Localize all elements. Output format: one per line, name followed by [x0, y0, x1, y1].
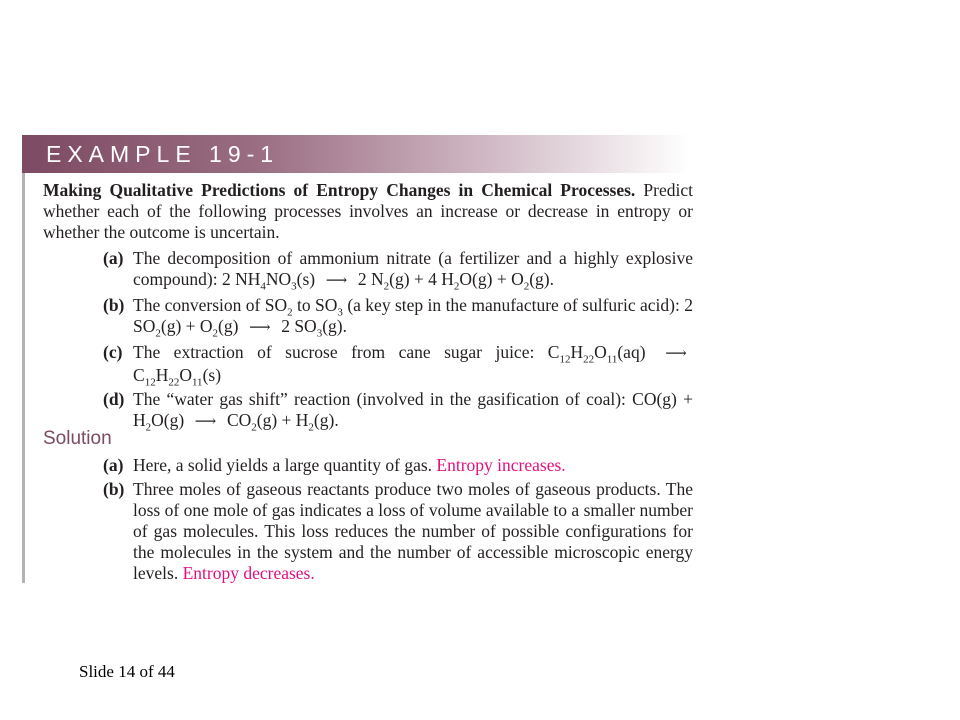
problem-part-a — [43, 248, 693, 292]
part-label: (b) — [103, 295, 125, 315]
part-label: (a) — [103, 248, 124, 268]
part-label: (c) — [103, 342, 123, 362]
part-label: (d) — [103, 389, 125, 409]
example-panel — [22, 135, 700, 583]
problem-title: Making Qualitative Predictions of Entropy Changes in Chemical Processes. — [43, 180, 636, 200]
solution-part-a — [43, 455, 693, 476]
part-label: (a) — [103, 455, 124, 475]
example-banner — [22, 135, 690, 173]
problem-part-b — [43, 295, 693, 339]
part-text: Three moles of gaseous reactants produce two moles of gaseous products. The loss of one mole of gas indicates a loss of volume available to a smaller number of gas molecules. This loss reduces the number of possible configurations for the molecules in the system and the number of accessible microscopic energy levels. — [133, 479, 693, 583]
part-text: The decomposition of ammonium nitrate (a fertilizer and a highly explosive compound): 2 $NH_4NO_3(s)$ ⟶ 2 $N_2(g) + 4$ $H_2O(g) + O_2(g)$. — [133, 248, 693, 293]
problem-part-c — [43, 342, 693, 389]
slide-counter: Slide 14 of 44 — [79, 662, 175, 681]
part-text: The “water gas shift” reaction (involved in the gasification of coal): $CO(g) + H_2O(g)$ ⟶ $CO_2(g) + H_2(g)$. — [133, 389, 693, 434]
panel-left-rule — [22, 135, 25, 583]
part-text: Here, a solid yields a large quantity of gas. — [133, 455, 433, 475]
solution-part-b — [43, 479, 693, 584]
solution-heading: Solution — [43, 428, 112, 449]
part-label: (b) — [103, 479, 125, 499]
part-text: The extraction of sucrose from cane sugar juice: $C_{12}H_{22}O_{11}(aq)$ ⟶ $C_{12}H_{22}O_{11}(s)$ — [133, 342, 687, 389]
problem-part-d — [43, 389, 693, 433]
part-text: The conversion of $SO_2$ to $SO_3$ (a key step in the manufacture of sulfuric acid): 2 $SO_2(g) + O_2(g)$ ⟶ 2 $SO_3(g)$. — [133, 295, 693, 340]
solution-conclusion: Entropy increases. — [436, 455, 566, 475]
problem-parts — [43, 248, 693, 436]
solution-conclusion: Entropy decreases. — [182, 563, 315, 583]
example-banner-title: EXAMPLE 19-1 — [46, 141, 280, 167]
problem-prompt: Predict whether each of the following processes involves an increase or decrease in entropy or whether the outcome is uncertain. — [43, 180, 693, 242]
solution-parts — [43, 455, 693, 587]
problem-statement — [43, 180, 693, 243]
